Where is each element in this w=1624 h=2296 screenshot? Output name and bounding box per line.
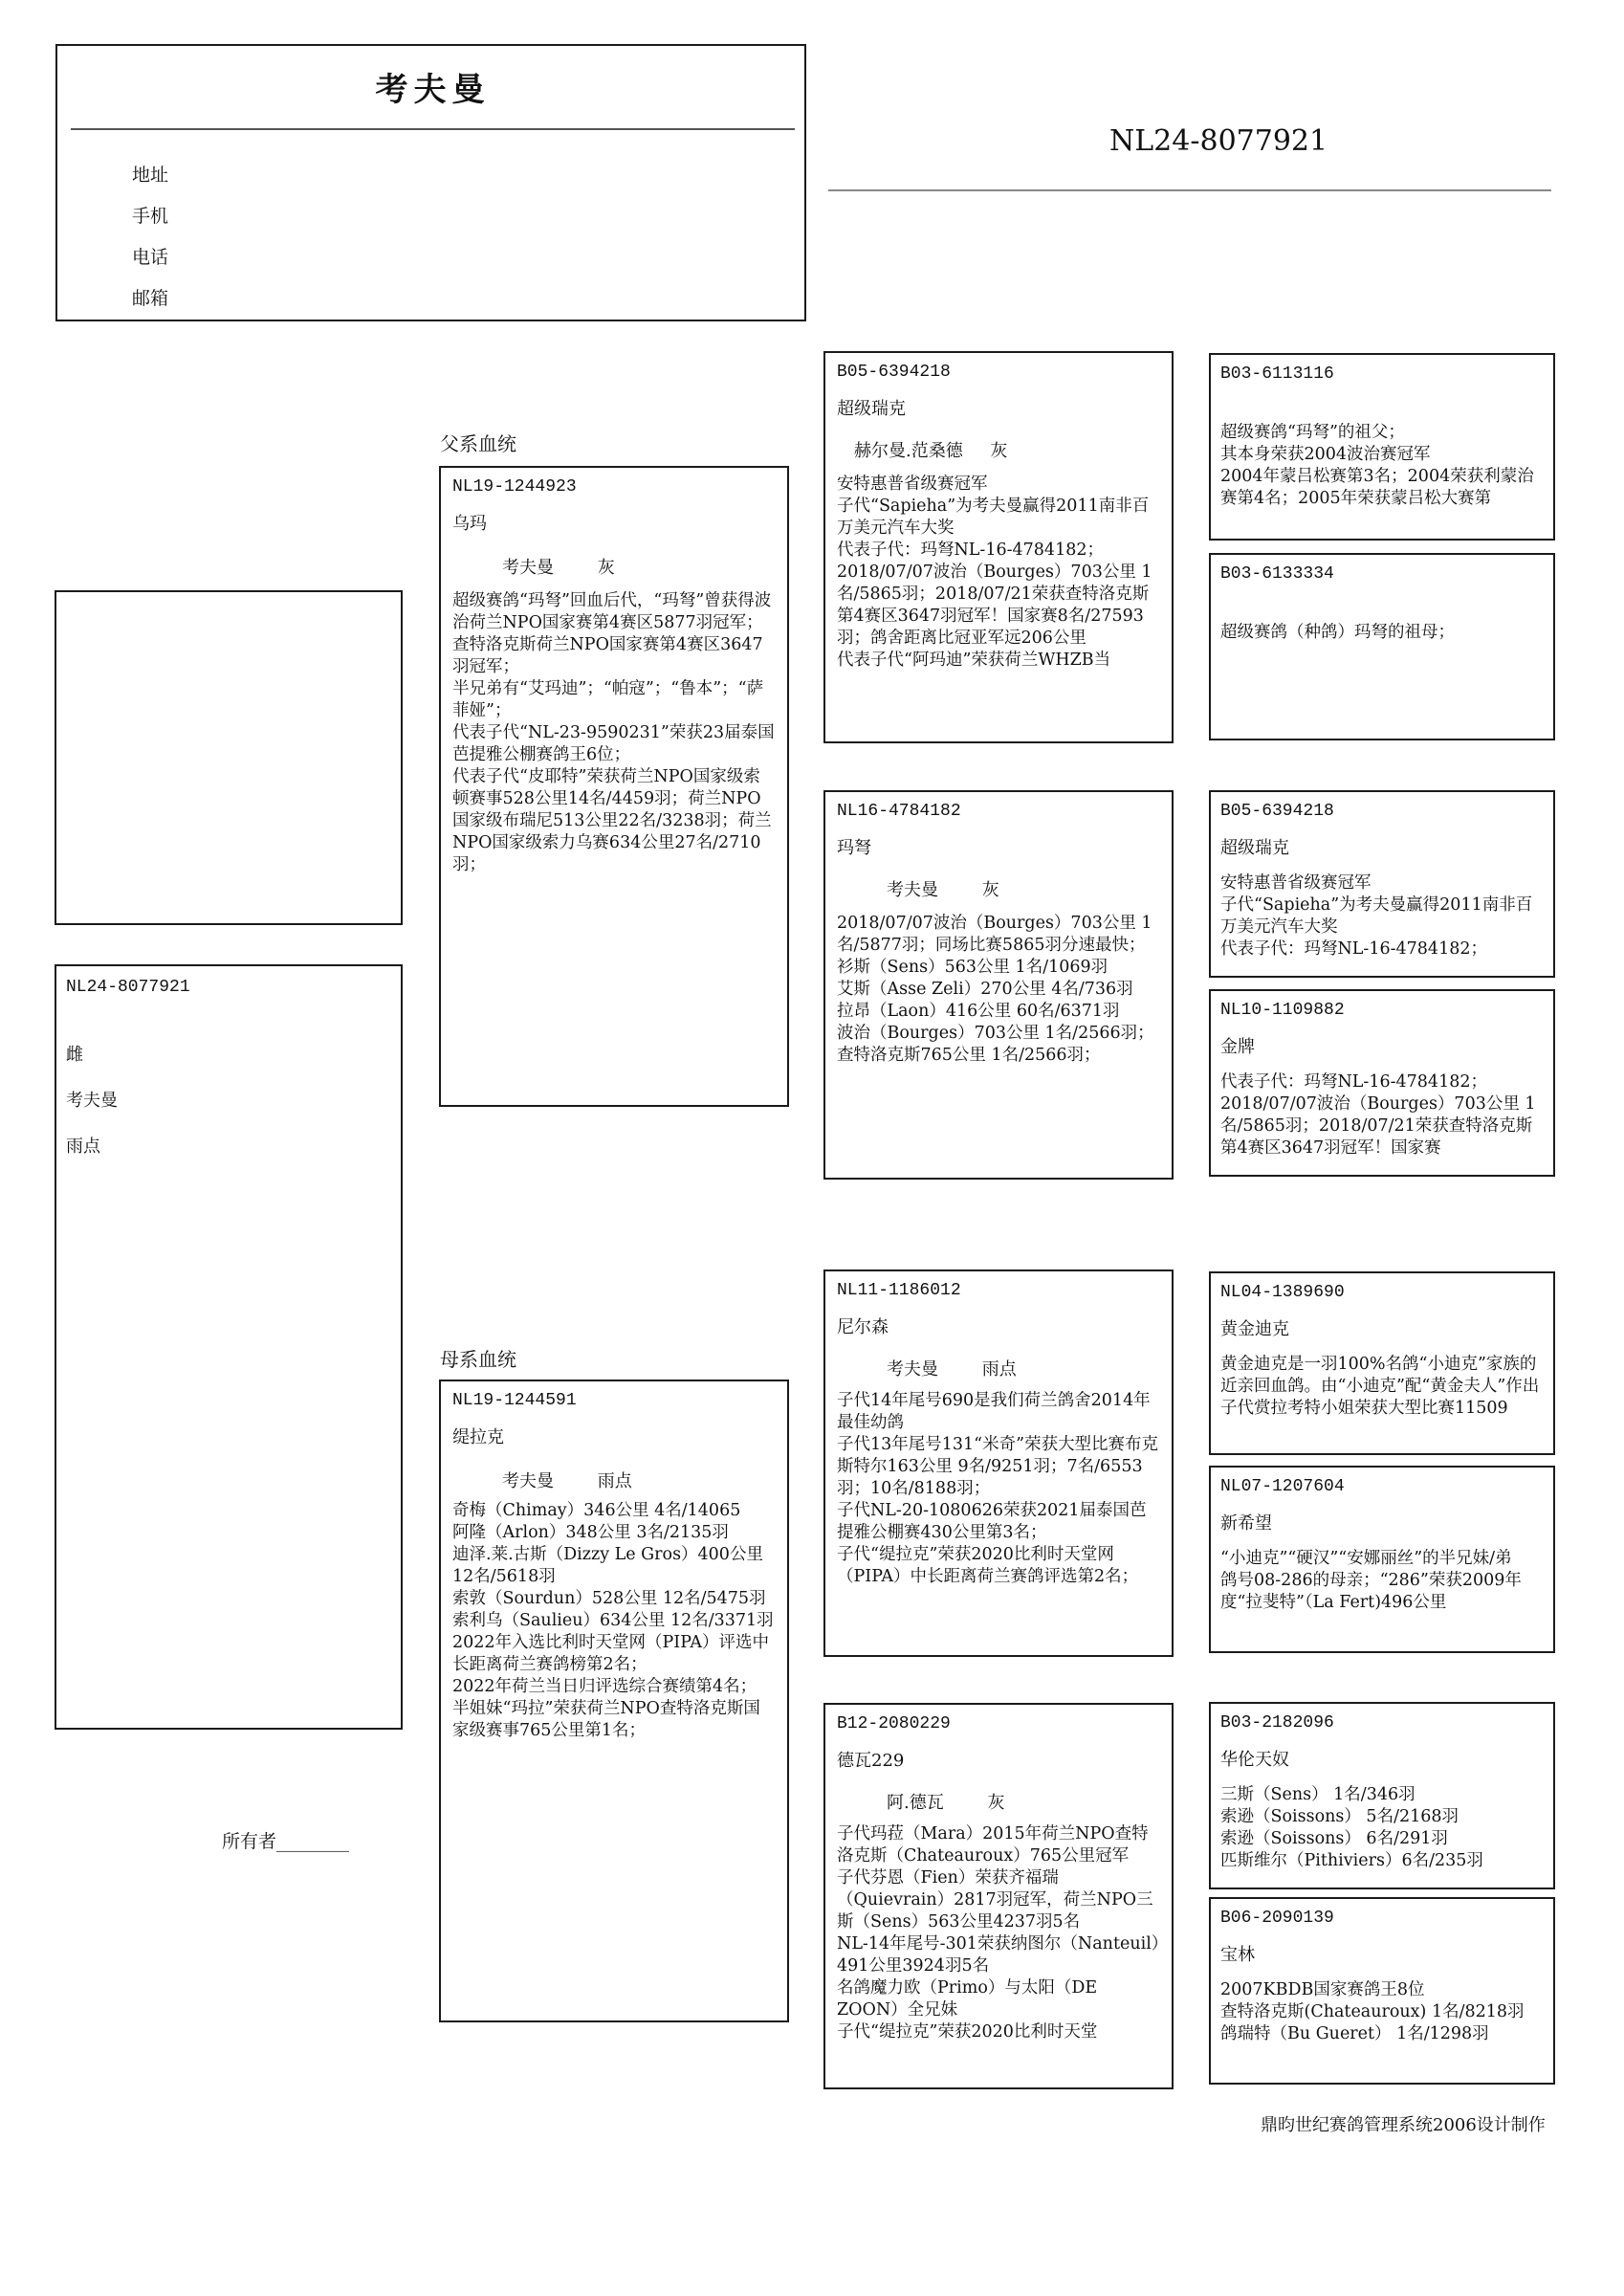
great-grandparent-name: 新希望 (1220, 1513, 1272, 1534)
great-grandparent-notes: 黄金迪克是一羽100%名鸽“小迪克”家族的近亲回血鸽。由“小迪克”配“黄金夫人”作出 子代赏拉考特小姐荣获大型比赛11509 (1220, 1355, 1540, 1418)
dam-notes: 奇梅（Chimay）346公里 4名/14065 阿隆（Arlon）348公里 3名/2135羽 迪泽.莱.古斯（Dizzy Le Gros）400公里 12名/5618羽 索敦（Sourdun）528公里 12名/5475羽 索利乌（Saulieu）634公里 12名/3371羽 2022年入选比利时天堂网（PIPA）评选中长距离荷兰赛鸽榜第2名； 2022年荷兰当日归评选综合赛绩第4名； 半姐妹“玛拉”荣获荷兰NPO查特洛克斯国家级赛事765公里第1名； (452, 1501, 774, 1740)
grandparent-ring: B05-6394218 (837, 363, 951, 382)
grandparent-box (823, 790, 1174, 1180)
grandparent-breeder-color: 考夫曼 灰 (887, 880, 999, 900)
great-grandparent-box (1209, 1702, 1555, 1889)
dam-box (439, 1380, 789, 2022)
grandparent-name: 超级瑞克 (837, 399, 906, 419)
photo-box (55, 590, 403, 925)
grandparent-notes: 子代14年尾号690是我们荷兰鸽舍2014年最佳幼鸽 子代13年尾号131“米奇”荣获大型比赛布克斯特尔163公里 9名/9251羽；7名/6553羽；10名/8188羽； 子代NL-20-1080626荣获2021届泰国芭提雅公棚赛430公里第3名； 子代“缇拉克”荣获2020比利时天堂网（PIPA）中长距离荷兰赛鸽评选第2名； (837, 1391, 1159, 1586)
grandparent-notes: 安特惠普省级赛冠军 子代“Sapieha”为考夫曼赢得2011南非百万美元汽车大奖 代表子代：玛弩NL-16-4784182； 2018/07/07波治（Bourges）703公里 1名/5865羽；2018/07/21荣获查特洛克斯第4赛区3647羽冠军！国家赛8名/27593羽；鸽舍距离比冠亚军远206公里 代表子代“阿玛迪”荣获荷兰WHZB当 (837, 475, 1152, 670)
grandparent-ring: NL11-1186012 (837, 1281, 961, 1300)
great-grandparent-box (1209, 1271, 1555, 1455)
great-grandparent-notes: 代表子代：玛弩NL-16-4784182； 2018/07/07波治（Bourges）703公里 1名/5865羽；2018/07/21荣获查特洛克斯第4赛区3647羽冠军！国家赛 (1220, 1072, 1536, 1158)
great-grandparent-name: 华伦天奴 (1220, 1750, 1289, 1770)
dam-breeder-color: 考夫曼 雨点 (502, 1471, 632, 1491)
great-grandparent-notes: 超级赛鸽（种鸽）玛弩的祖母； (1220, 623, 1455, 642)
dam-section-label: 母系血统 (440, 1348, 516, 1371)
address-label: 地址 (132, 165, 169, 186)
footer-credit: 鼎昀世纪赛鸽管理系统2006设计制作 (1261, 2115, 1546, 2135)
phone-label: 电话 (132, 247, 169, 268)
great-grandparent-notes: “小迪克”“硬汉”“安娜丽丝”的半兄妹/弟 鸽号08-286的母亲；“286”荣获2009年度“拉斐特”（La Fert)496公里 (1220, 1549, 1522, 1612)
grandparent-ring: B12-2080229 (837, 1714, 951, 1733)
dam-ring: NL19-1244591 (452, 1391, 577, 1410)
grandparent-box (823, 351, 1174, 743)
subject-sex: 雌 (66, 1045, 83, 1065)
owner-label: 所有者________ (222, 1831, 350, 1852)
email-label: 邮箱 (132, 288, 169, 309)
great-grandparent-box (1209, 1897, 1555, 2085)
subject-box (55, 964, 403, 1730)
header-box (55, 44, 806, 321)
great-grandparent-ring: B03-6113116 (1220, 364, 1334, 384)
great-grandparent-notes: 超级赛鸽“玛弩”的祖父； 其本身荣获2004波治赛冠军 2004年蒙吕松赛第3名；2004荣获利蒙治赛第4名；2005年荣获蒙吕松大赛第 (1220, 423, 1534, 508)
great-grandparent-name: 超级瑞克 (1220, 838, 1289, 858)
header-divider (71, 128, 795, 130)
subject-color: 雨点 (66, 1137, 100, 1157)
great-grandparent-notes: 三斯（Sens） 1名/346羽 索逊（Soissons） 5名/2168羽 索逊（Soissons） 6名/291羽 匹斯维尔（Pithiviers）6名/235羽 (1220, 1785, 1483, 1870)
great-grandparent-ring: NL07-1207604 (1220, 1477, 1345, 1496)
great-grandparent-box (1209, 1466, 1555, 1653)
mobile-label: 手机 (132, 206, 169, 227)
great-grandparent-ring: B05-6394218 (1220, 802, 1334, 821)
breeder-title: 考夫曼 (375, 71, 491, 109)
ring-number-heading: NL24-8077921 (1109, 124, 1328, 158)
grandparent-ring: NL16-4784182 (837, 802, 961, 821)
great-grandparent-ring: B03-6133334 (1220, 564, 1334, 584)
grandparent-name: 尼尔森 (837, 1317, 889, 1337)
grandparent-name: 德瓦229 (837, 1751, 905, 1771)
great-grandparent-box (1209, 989, 1555, 1177)
great-grandparent-box (1209, 553, 1555, 740)
great-grandparent-ring: B03-2182096 (1220, 1713, 1334, 1733)
great-grandparent-ring: NL04-1389690 (1220, 1283, 1345, 1302)
sire-notes: 超级赛鸽“玛弩”回血后代，“玛弩”曾获得波治荷兰NPO国家赛第4赛区5877羽冠军； 查特洛克斯荷兰NPO国家赛第4赛区3647羽冠军； 半兄弟有“艾玛迪”；“帕寇”；“鲁本”；“萨菲娅”； 代表子代“NL-23-9590231”荣获23届泰国芭提雅公棚赛鸽王6位； 代表子代“皮耶特”荣获荷兰NPO国家级索顿赛事528公里14名/4459羽；荷兰NPO国家级布瑞尼513公里22名/3238羽；荷兰NPO国家级索力乌赛634公里27名/2710羽； (452, 591, 775, 874)
great-grandparent-box (1209, 790, 1555, 978)
sire-name: 乌玛 (452, 514, 487, 534)
great-grandparent-box (1209, 353, 1555, 541)
grandparent-box (823, 1703, 1174, 2089)
great-grandparent-name: 金牌 (1220, 1037, 1255, 1057)
ring-number-underline (828, 189, 1551, 191)
grandparent-breeder-color: 阿.德瓦 灰 (887, 1793, 1005, 1813)
dam-name: 缇拉克 (452, 1427, 504, 1447)
grandparent-breeder-color: 考夫曼 雨点 (887, 1359, 1017, 1380)
grandparent-box (823, 1269, 1174, 1657)
sire-ring: NL19-1244923 (452, 477, 577, 497)
sire-box (439, 466, 789, 1107)
sire-section-label: 父系血统 (440, 432, 516, 455)
grandparent-notes: 子代玛菈（Mara）2015年荷兰NPO查特洛克斯（Chateauroux）765公里冠军 子代芬恩（Fien）荣获齐福瑞（Quievrain）2817羽冠军，荷兰NPO三斯（Sens）563公里4237羽5名 NL-14年尾号-301荣获纳图尔（Nanteuil）491公里3924羽5名 名鸽魔力欧（Primo）与太阳（DE ZOON）全兄妹 子代“缇拉克”荣获2020比利时天堂 (837, 1824, 1160, 2042)
sire-breeder-color: 考夫曼 灰 (502, 558, 615, 578)
subject-ring: NL24-8077921 (66, 978, 190, 997)
great-grandparent-ring: NL10-1109882 (1220, 1001, 1345, 1020)
great-grandparent-name: 宝林 (1220, 1945, 1255, 1965)
great-grandparent-notes: 安特惠普省级赛冠军 子代“Sapieha”为考夫曼赢得2011南非百万美元汽车大奖 代表子代：玛弩NL-16-4784182； (1220, 873, 1533, 959)
great-grandparent-notes: 2007KBDB国家赛鸽王8位 查特洛克斯(Chateauroux) 1名/8218羽 鸽瑞特（Bu Gueret） 1名/1298羽 (1220, 1980, 1525, 2043)
grandparent-name: 玛弩 (837, 838, 871, 858)
subject-breeder: 考夫曼 (66, 1091, 118, 1111)
great-grandparent-name: 黄金迪克 (1220, 1319, 1289, 1339)
grandparent-breeder-color: 赫尔曼.范桑德 灰 (854, 441, 1008, 461)
great-grandparent-ring: B06-2090139 (1220, 1909, 1334, 1928)
grandparent-notes: 2018/07/07波治（Bourges）703公里 1名/5877羽；同场比赛5865羽分速最快； 衫斯（Sens）563公里 1名/1069羽 艾斯（Asse Zeli）270公里 4名/736羽 拉昂（Laon）416公里 60名/6371羽 波治（Bourges）703公里 1名/2566羽； 查特洛克斯765公里 1名/2566羽； (837, 914, 1154, 1065)
